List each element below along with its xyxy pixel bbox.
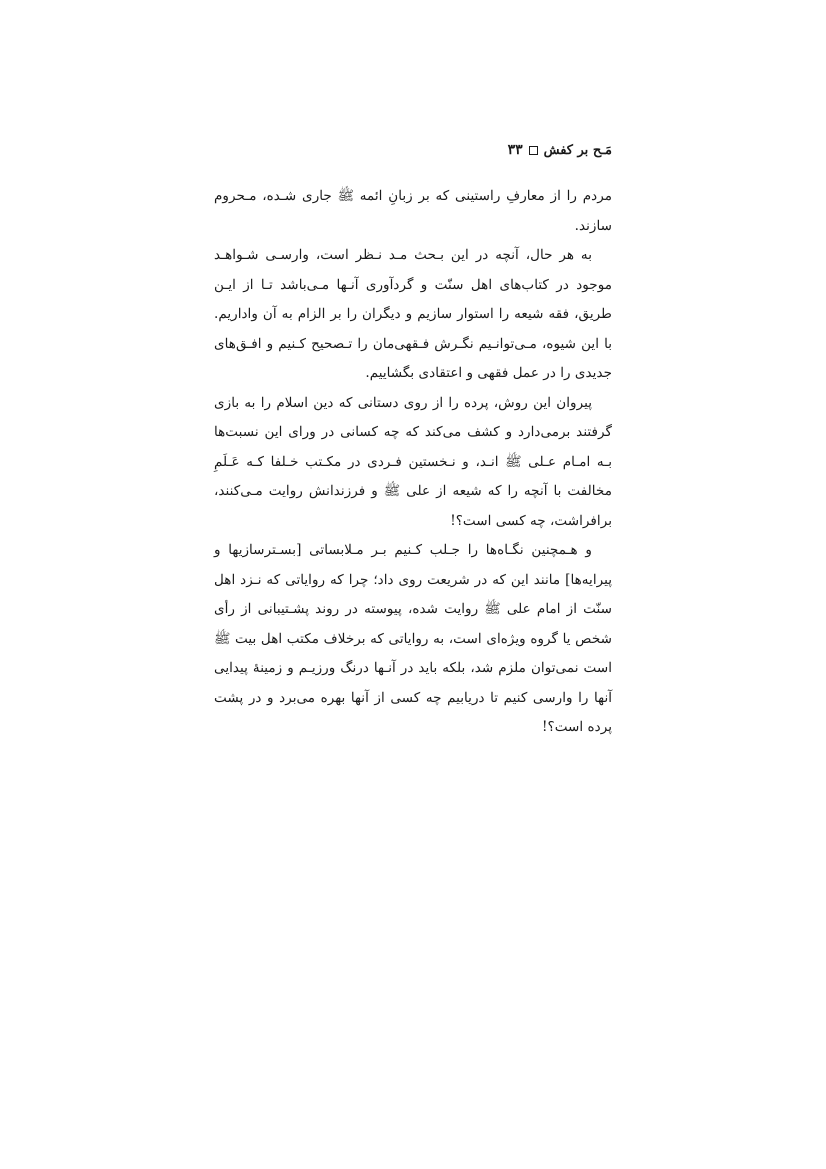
- paragraph-4: و هـمچنین نگـاه‌ها را جـلب کـنیم بـر مـلابساتی [بسـترسازیها و پیرایه‌ها] مانند این که در شریعت روی داد؛ چرا که روایاتی که نـزد اهل سنّت از امام علی ﷺ روایت شده، پیوسته در روند پشـتیبانی از رأی شخص یا گروه ویژه‌ای است، به روایاتی که برخلاف مکتب اهل بیت ﷺ است نمی‌توان ملزم شد، بلکه باید در آنـها درنگ ورزیـم و زمینهٔ پیدایی آنها را وارسی کنیم تا دریابیم چه کسی از آنها بهره می‌برد و در پشت پرده است؟!: [214, 542, 612, 735]
- paragraph-2: به هر حال، آنچه در این بـحث مـد نـظر است، وارسـی شـواهـد موجود در کتاب‌های اهل سنّت و گردآوری آنـها مـی‌باشد تـا از ایـن طریق، فقه شیعه را استوار سازیم و دیگران را بر الزام به آن واداریم. با این شیوه، مـی‌توانـیم نگـرش فـقهی‌مان را تـصحیح کـنیم و افـق‌های جدیدی را در عمل فقهی و اعتقادی بگشاییم.: [214, 247, 612, 381]
- paragraph-1: مردم را از معارفِ راستینی که بر زبانِ ائمه ﷺ جاری شـده، مـحروم سازند.: [214, 188, 612, 234]
- square-bullet-icon: [529, 146, 538, 155]
- page-number: ۳۳: [507, 142, 523, 158]
- paragraph-3: پیروان این روش، پرده را از روی دستانی که دین اسلام را به بازی گرفتند برمی‌دارد و کشف می‌کند که چه کسانی در ورای این نسبت‌ها بـه امـام عـلی ﷺ انـد، و نـخستین فـردی در مکـتب خـلفا کـه عَـلَمِ مخالفت با آنچه را که شیعه از علی ﷺ و فرزندانش روایت مـی‌کنند، برافراشت، چه کسی است؟!: [214, 394, 612, 529]
- running-head-title: مَـح بر کفش: [543, 142, 612, 158]
- running-head: [214, 142, 612, 158]
- body-text: [214, 182, 612, 743]
